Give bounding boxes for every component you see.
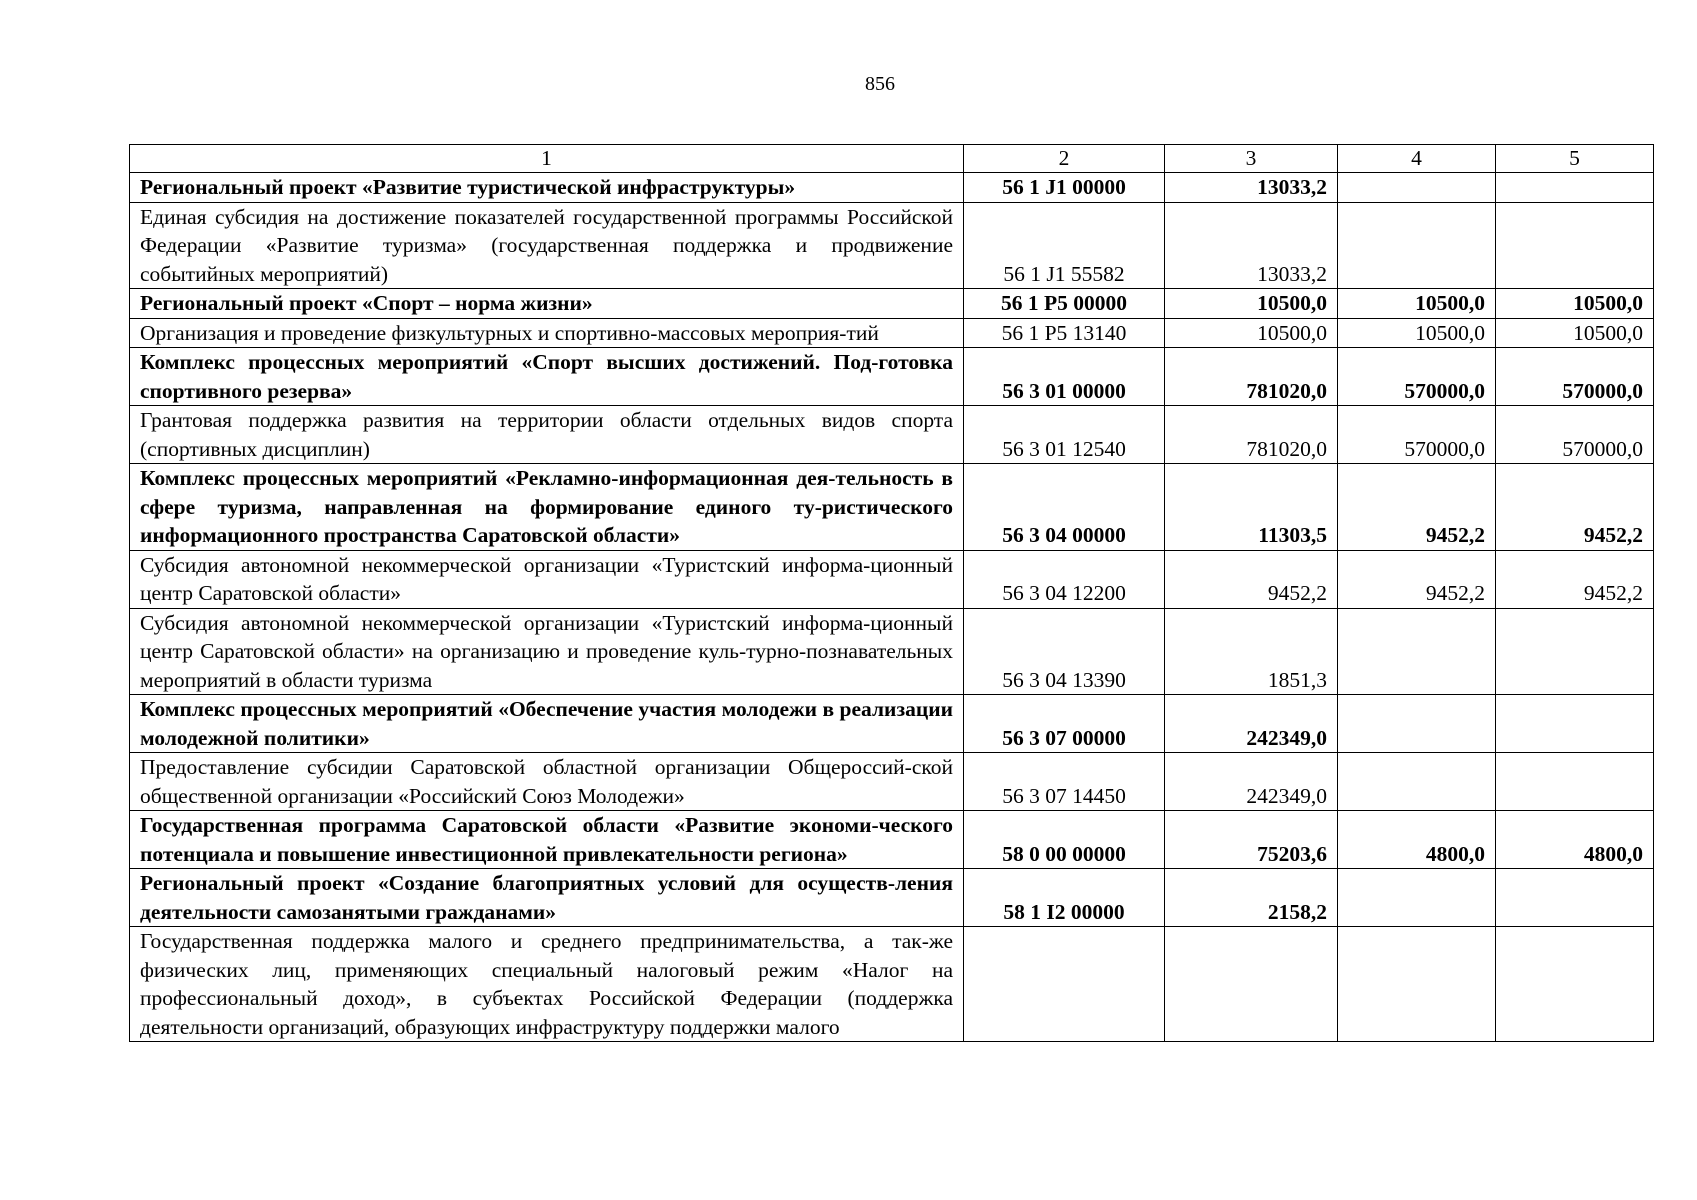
item-name-cell: Комплекс процессных мероприятий «Обеспечение участия молодежи в реализации молодежной политики»	[130, 695, 964, 753]
value-cell-col4	[1338, 869, 1496, 927]
code-cell: 56 1 J1 00000	[964, 173, 1165, 203]
value-cell-col5	[1496, 608, 1654, 695]
code-cell: 56 3 04 00000	[964, 464, 1165, 551]
item-name-cell: Государственная поддержка малого и среднего предпринимательства, а так-же физических лиц, применяющих специальный налоговый режим «Налог на профессиональный доход», в субъектах Российской Федерации (поддержка деятельности организаций, образующих инфраструктуру поддержки малого	[130, 927, 964, 1042]
value-cell-col5: 9452,2	[1496, 550, 1654, 608]
value-cell-col3: 2158,2	[1165, 869, 1338, 927]
value-cell-col4	[1338, 202, 1496, 289]
code-cell: 56 1 J1 55582	[964, 202, 1165, 289]
value-cell-col4: 9452,2	[1338, 550, 1496, 608]
value-cell-col3: 1851,3	[1165, 608, 1338, 695]
value-cell-col3: 11303,5	[1165, 464, 1338, 551]
item-name-cell: Единая субсидия на достижение показателей государственной программы Российской Федерации «Развитие туризма» (государственная поддержка и продвижение событийных мероприятий)	[130, 202, 964, 289]
table-row	[130, 406, 1654, 464]
table-row	[130, 695, 1654, 753]
table-row	[130, 927, 1654, 1042]
item-name-cell: Грантовая поддержка развития на территории области отдельных видов спорта (спортивных дисциплин)	[130, 406, 964, 464]
code-cell: 56 3 01 12540	[964, 406, 1165, 464]
code-cell: 58 0 00 00000	[964, 811, 1165, 869]
code-cell: 56 3 01 00000	[964, 348, 1165, 406]
table-row	[130, 550, 1654, 608]
value-cell-col4	[1338, 927, 1496, 1042]
page-number: 856	[865, 73, 895, 95]
value-cell-col3: 9452,2	[1165, 550, 1338, 608]
value-cell-col3: 781020,0	[1165, 406, 1338, 464]
code-cell: 56 3 04 13390	[964, 608, 1165, 695]
value-cell-col4: 10500,0	[1338, 289, 1496, 319]
header-cell: 5	[1496, 145, 1654, 173]
code-cell: 56 3 07 00000	[964, 695, 1165, 753]
value-cell-col5	[1496, 173, 1654, 203]
value-cell-col3	[1165, 927, 1338, 1042]
value-cell-col4	[1338, 753, 1496, 811]
item-name-cell: Предоставление субсидии Саратовской областной организации Общероссий-ской общественной организации «Российский Союз Молодежи»	[130, 753, 964, 811]
table-row	[130, 348, 1654, 406]
value-cell-col4: 570000,0	[1338, 348, 1496, 406]
table-row	[130, 869, 1654, 927]
item-name-cell: Государственная программа Саратовской области «Развитие экономи-ческого потенциала и повышение инвестиционной привлекательности региона»	[130, 811, 964, 869]
header-cell: 1	[130, 145, 964, 173]
value-cell-col3: 75203,6	[1165, 811, 1338, 869]
table-row	[130, 202, 1654, 289]
value-cell-col5	[1496, 753, 1654, 811]
item-name-cell: Комплекс процессных мероприятий «Рекламно-информационная дея-тельность в сфере туризма, направленная на формирование единого ту-ристического информационного пространства Саратовской области»	[130, 464, 964, 551]
value-cell-col5: 10500,0	[1496, 318, 1654, 348]
value-cell-col3: 781020,0	[1165, 348, 1338, 406]
header-cell: 4	[1338, 145, 1496, 173]
code-cell: 56 1 P5 00000	[964, 289, 1165, 319]
value-cell-col5	[1496, 869, 1654, 927]
table-row	[130, 173, 1654, 203]
code-cell: 56 3 04 12200	[964, 550, 1165, 608]
value-cell-col3: 13033,2	[1165, 202, 1338, 289]
value-cell-col5: 10500,0	[1496, 289, 1654, 319]
value-cell-col5	[1496, 695, 1654, 753]
value-cell-col5: 9452,2	[1496, 464, 1654, 551]
value-cell-col3: 10500,0	[1165, 318, 1338, 348]
value-cell-col3: 13033,2	[1165, 173, 1338, 203]
table-row	[130, 608, 1654, 695]
table-row	[130, 464, 1654, 551]
item-name-cell: Региональный проект «Развитие туристической инфраструктуры»	[130, 173, 964, 203]
code-cell	[964, 927, 1165, 1042]
item-name-cell: Организация и проведение физкультурных и спортивно-массовых мероприя-тий	[130, 318, 964, 348]
code-cell: 56 3 07 14450	[964, 753, 1165, 811]
table-row	[130, 318, 1654, 348]
value-cell-col5	[1496, 202, 1654, 289]
value-cell-col3: 242349,0	[1165, 753, 1338, 811]
value-cell-col4	[1338, 173, 1496, 203]
item-name-cell: Субсидия автономной некоммерческой организации «Туристский информа-ционный центр Саратовской области»	[130, 550, 964, 608]
item-name-cell: Субсидия автономной некоммерческой организации «Туристский информа-ционный центр Саратовской области» на организацию и проведение куль-турно-познавательных мероприятий в области туризма	[130, 608, 964, 695]
value-cell-col5	[1496, 927, 1654, 1042]
code-cell: 56 1 P5 13140	[964, 318, 1165, 348]
value-cell-col4: 9452,2	[1338, 464, 1496, 551]
value-cell-col4	[1338, 695, 1496, 753]
value-cell-col5: 570000,0	[1496, 348, 1654, 406]
value-cell-col3: 10500,0	[1165, 289, 1338, 319]
code-cell: 58 1 I2 00000	[964, 869, 1165, 927]
value-cell-col3: 242349,0	[1165, 695, 1338, 753]
table-header-row	[130, 145, 1654, 173]
value-cell-col4: 10500,0	[1338, 318, 1496, 348]
table-row	[130, 753, 1654, 811]
budget-table	[129, 144, 1654, 1042]
header-cell: 2	[964, 145, 1165, 173]
table-row	[130, 289, 1654, 319]
item-name-cell: Региональный проект «Создание благоприятных условий для осуществ-ления деятельности самозанятыми гражданами»	[130, 869, 964, 927]
value-cell-col5: 570000,0	[1496, 406, 1654, 464]
value-cell-col4: 4800,0	[1338, 811, 1496, 869]
header-cell: 3	[1165, 145, 1338, 173]
value-cell-col5: 4800,0	[1496, 811, 1654, 869]
table-row	[130, 811, 1654, 869]
value-cell-col4: 570000,0	[1338, 406, 1496, 464]
item-name-cell: Комплекс процессных мероприятий «Спорт высших достижений. Под-готовка спортивного резерва»	[130, 348, 964, 406]
value-cell-col4	[1338, 608, 1496, 695]
item-name-cell: Региональный проект «Спорт – норма жизни»	[130, 289, 964, 319]
